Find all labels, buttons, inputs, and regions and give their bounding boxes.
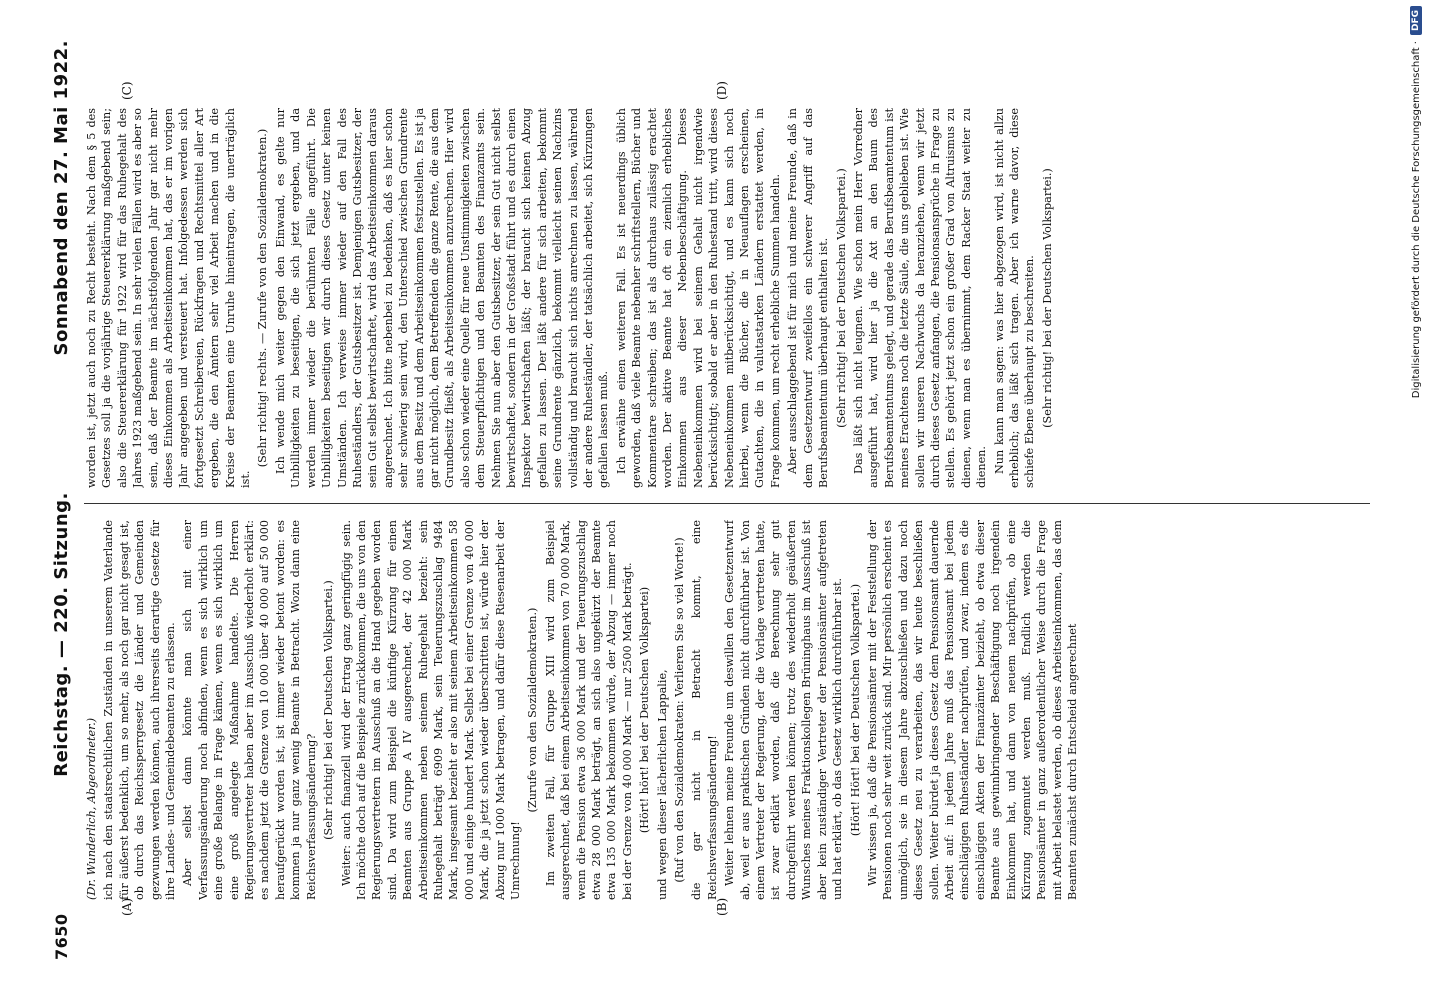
page-number: 7650 xyxy=(51,913,71,960)
interjection: (Sehr richtig! bei der Deutschen Volkspartei.) xyxy=(834,168,848,428)
column-divider xyxy=(84,503,1370,504)
paragraph: Das läßt sich nicht leugnen. Wie schon mein Herr Vorredner ausgeführt hat, wird hier ja die Axt an den Baum des Berufsbeamtentums gelegt, und gerade das Berufsbeamtentum ist meines Erachtens noch die letzte Säule, die uns geblieben ist. Wie sollen wir unseren Nachwuchs da heranziehen, wenn wir jetzt durch dieses Gesetz anfangen, die Pensionsansprüche in Frage zu stellen. Es gehört jetzt schon ein großer Grad von Altruismus zu dienen, wenn man es übernimmt, dem Racker Staat weiter zu dienen. xyxy=(851,108,989,488)
paragraph: Im zweiten Fall, für Gruppe XIII wird zum Beispiel ausgerechnet, daß bei einem Arbeitseinkommen von 70 000 Mark, wenn die Pension etwa 36 000 Mark und der Teuerungszuschlag etwa 28 000 Mark beträgt, an sich also ungekürzt der Beamte etwa 135 000 Mark bekommen würde, der Abzug — immer noch bei der Grenze von 40 000 Mark — nur 2500 Mark beträgt. xyxy=(543,520,634,900)
interjection: (Hört! Hört! bei der Deutschen Volkspartei.) xyxy=(848,583,862,837)
digitization-credit xyxy=(1398,0,1434,1000)
paragraph: Wir wissen ja, daß die Pensionsämter mit der Feststellung der Pensionen noch sehr weit zurück sind. Mir persönlich erscheint es unmöglich, sie in diesem Jahre abzuschließen und dazu noch dieses Gesetz neu zu verarbeiten, das wir heute beschließen sollen. Weiter bürdet ja dieses Gesetz dem Pensionsamt dauernde Arbeit auf: in jedem Jahre muß das Pensionsamt bei jedem einschlägigen Ruheständler nachprüfen, und zwar, indem es die einschlägigen Akten der Finanzämter beizieht, ob etwa dieser Beamte aus gewinnbringender Beschäftigung noch irgendein Einkommen hat, und dann von neuem nachprüfen, ob eine Kürzung zugemutet werden muß. Endlich werden die Pensionsämter in ganz außerordentlicher Weise durch die Frage mit Arbeit belastet werden, ob dieses Arbeitseinkommen, das dem Beamten zunächst durch Entscheid angerechnet xyxy=(865,520,1080,900)
interjection: (Zurufe von den Sozialdemokraten.) xyxy=(526,607,540,813)
margin-mark-b: (B) xyxy=(715,897,729,916)
paragraph: Weiter: auch finanziell wird der Ertrag ganz geringfügig sein. Ich möchte doch auf die Beispiele zurückkommen, die uns von den Regierungsvertretern im Ausschuß an die Hand gegeben worden sind. Da wird zum Beispiel die künftige Kürzung für einen Beamten aus Gruppe A IV ausgerechnet, der 42 000 Mark Arbeitseinkommen neben seinem Ruhegehalt bezieht: sein Ruhegehalt beträgt 6909 Mark, sein Teuerungszuschlag 9484 Mark, insgesamt bezieht er also mit seinem Arbeitseinkommen 58 000 und einige hundert Mark. Selbst bei einer Grenze von 40 000 Mark, die ja jetzt schon wieder überschritten ist, würde hier der Abzug nur 1000 Mark betragen, und dafür diese Riesenarbeit der Umrechnung! xyxy=(339,520,522,900)
credit-text: Digitalisierung gefördert durch die Deutsche Forschungsgemeinschaft · xyxy=(1410,41,1422,399)
paragraph: die gar nicht in Betracht kommt, eine Reichsverfassungsänderung! xyxy=(690,520,719,900)
paragraph: Aber ausschlaggebend ist für mich und meine Freunde, daß in dem Gesetzentwurf zweifellos ein schwerer Angriff auf das Berufsbeamtentum überhaupt enthalten ist. xyxy=(786,108,831,488)
margin-mark-a: (A) xyxy=(120,897,134,916)
paragraph: Nun kann man sagen: was hier abgezogen wird, ist nicht allzu erheblich; das läßt sich tragen. Aber ich warne davor, diese schiefe Ebene überhaupt zu beschreiten. xyxy=(992,108,1037,488)
interjection: (Sehr richtig! bei der Deutschen Volkspartei.) xyxy=(322,580,336,840)
paragraph: (Dr. Wunderlich, Abgeordneter.) xyxy=(85,717,98,900)
paragraph: Ich wende mich weiter gegen den Einwand, es gelte nur Unbilligkeiten zu beseitigen, die sich jetzt ergeben, und da werden immer wieder die berühmten Fälle angeführt. Die Unbilligkeiten beseitigen wir durch dieses Gesetz unter keinen Umständen. Ich verweise immer wieder auf den Fall des Ruheständlers, der Gutsbesitzer ist. Demjenigen Gutsbesitzer, der sein Gut selbst bewirtschaftet, wird das Arbeitseinkommen daraus angerechnet. Ich bitte nebenbei zu bedenken, daß es hier schon sehr schwierig sein wird, den Unterschied zwischen Grundrente aus dem Besitz und dem Arbeitseinkommen festzustellen. Es ist ja gar nicht möglich, dem Betreffenden die ganze Rente, die aus dem Grundbesitz fließt, als Arbeitseinkommen anzurechnen. Hier wird also schon wieder eine Quelle für neue Unstimmigkeiten zwischen dem Steuerpflichtigen und den Beamten des Finanzamts sein. Nehmen Sie nun aber den Gutsbesitzer, der sein Gut nicht selbst bewirtschaftet, sondern in der Großstadt führt und es durch einen Inspektor bewirtschaften läßt; der braucht sich keinen Abzug gefallen zu lassen. Der läßt andere für sich arbeiten, bekommt seine Grundrente gänzlich, bekommt vielleicht seinen Nachzins vollständig und braucht sich nichts anrechnen zu lassen, während der andere Ruheständler, der tatsächlich arbeitet, sich Kürzungen gefallen lassen muß. xyxy=(273,108,611,488)
paragraph: ich nach den staatsrechtlichen Zuständen in unserem Vaterlande für äußerst bedenklich, um so mehr, als noch gar nicht gesagt ist, ob durch das Reichssperrgesetz die Länder und Gemeinden gezwungen werden können, auch ihrerseits derartige Gesetze für ihre Landes- und Gemeindebeamten zu erlassen. xyxy=(102,520,178,900)
paragraph: und wegen dieser lächerlichen Lappalie, xyxy=(655,669,669,900)
paragraph: worden ist, jetzt auch noch zu Recht besteht. Nach dem § 5 des Gesetzes soll ja die vorjährige Steuererklärung maßgebend sein; also die Steuererklärung für 1922 wird für das Ruhegehalt des Jahres 1923 maßgebend sein. In sehr vielen Fällen wird es aber so sein, daß der Beamte im nächstfolgenden Jahr gar nicht mehr dieses Einkommen als Arbeitseinkommen hat, das er im vorigen Jahr angegeben und versteuert hat. Infolgedessen werden sich fortgesetzt Schreibereien, Rückfragen und Rechtsmittel aller Art ergeben, die den Ämtern sehr viel Arbeit machen und in die Kreise der Beamten eine Unruhe hineintragen, die unerträglich ist. xyxy=(85,108,253,488)
left-column xyxy=(84,520,1364,900)
margin-mark-d: (D) xyxy=(715,81,729,100)
margin-mark-c: (C) xyxy=(120,81,134,100)
session-title: Reichstag. — 220. Sitzung. xyxy=(50,492,72,777)
page-header xyxy=(48,40,74,960)
paragraph: Aber selbst dann könnte man sich mit einer Verfassungsänderung noch abfinden, wenn es sich wirklich um eine große Belange in Frage kämen, wenn es sich wirklich um eine groß angelegte Maßnahme handelte. Die Herren Regierungsvertreter haben aber im Ausschuß wiederholt erklärt: es nachdem jetzt die Grenze von 10 000 über 40 000 auf 50 000 heraufgerückt worden ist, ist immer wieder betont worden: es kommen ja nur ganz wenig Beamte in Betracht. Wozu dann eine Reichsverfassungsänderung? xyxy=(181,520,318,900)
paragraph: Weiter lehnen meine Freunde um deswillen den Gesetzentwurf ab, weil er aus praktischen Gründen nicht durchführbar ist. Von einem Vertreter der Regierung, der die Vorlage vertreten hatte, ist zwar erklärt worden, daß die Berechnung sehr gut durchgeführt werden können; trotz des wiederholt geäußerten Wunsches meines Fraktionskollegen Brüninghaus im Ausschuß ist aber kein zuständiger Vertreter der Pensionsämter aufgetreten und hat erklärt, ob das Gesetz wirklich durchführbar ist. xyxy=(723,520,845,900)
dfg-logo: DFG xyxy=(1410,6,1422,35)
interjection: (Hört! hört! bei der Deutschen Volkspartei) xyxy=(638,586,652,834)
session-date: Sonnabend den 27. Mai 1922. xyxy=(50,40,72,356)
paragraph: Ich erwähne einen weiteren Fall. Es ist neuerdings üblich geworden, daß viele Beamte nebenher schriftstellern, Bücher und Kommentare schreiben; das ist als durchaus zulässig erachtet worden. Der aktive Beamte hat oft ein ziemlich erhebliches Einkommen aus dieser Nebenbeschäftigung. Dieses Nebeneinkommen wird bei seinem Gehalt nicht irgendwie berücksichtigt; sobald er aber in den Ruhestand tritt, wird dieses Nebeneinkommen mitberücksichtigt, und es kann sich noch hierbei, wenn die Bücher, die in Neuauflagen erscheinen, Gutachten, die in valutastarken Ländern erstattet werden, in Frage kommen, um recht erhebliche Summen handeln. xyxy=(614,108,782,488)
interjection: (Ruf von den Sozialdemokraten: Verlieren Sie so viel Worte!) xyxy=(673,537,687,883)
interjection: (Sehr richtig! bei der Deutschen Volkspartei.) xyxy=(1040,168,1054,428)
right-column xyxy=(84,108,1364,488)
interjection: (Sehr richtig! rechts. — Zurufe von den Sozialdemokraten.) xyxy=(256,128,270,468)
